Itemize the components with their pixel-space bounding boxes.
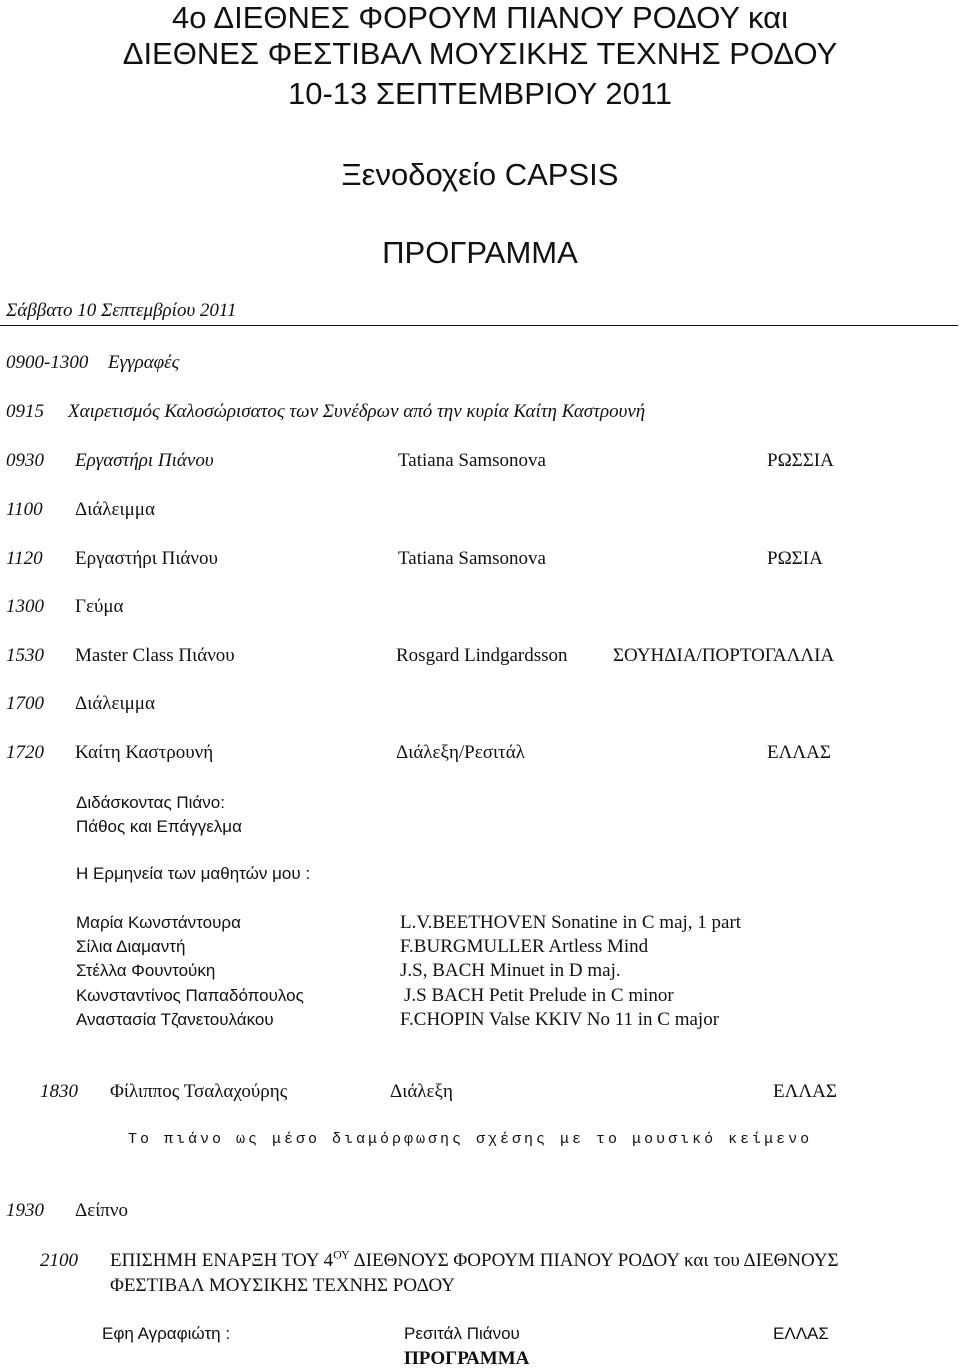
- schedule-person: Tatiana Samsonova: [398, 450, 546, 471]
- schedule-person: Rosgard Lindgardsson: [396, 645, 568, 666]
- program-label: ΠΡΟΓΡΑΜΜΑ: [404, 1348, 530, 1369]
- schedule-time: 2100: [40, 1250, 78, 1271]
- opening-sup: ΟΥ: [333, 1247, 350, 1262]
- schedule-title: Χαιρετισμός Καλοσώρισατος των Συνέδρων από την κυρία Καίτη Καστρουνή: [68, 401, 646, 422]
- header-title-line1: 4ο ΔΙΕΘΝΕΣ ΦΟΡΟΥΜ ΠΙΑΝΟΥ ΡΟΔΟΥ και: [172, 0, 788, 35]
- schedule-time: 0930: [6, 450, 44, 471]
- student-piece: F.CHOPIN Valse KKIV No 11 in C major: [400, 1009, 720, 1030]
- students-heading: Η Ερμηνεία των μαθητών μου :: [76, 864, 311, 883]
- student-name: Κωνσταντίνος Παπαδόπουλος: [76, 986, 304, 1005]
- student-name: Σίλια Διαμαντή: [76, 937, 186, 956]
- schedule-time: 1120: [6, 548, 43, 569]
- opening-text-b: ΔΙΕΘΝΟΥΣ ΦΟΡΟΥΜ ΠΙΑΝΟΥ ΡΟΔΟΥ και του ΔΙΕΘΝΟΥΣ: [349, 1250, 839, 1271]
- schedule-person: Διάλεξη: [390, 1081, 453, 1102]
- student-piece: L.V.BEETHOVEN Sonatine in C maj, 1 part: [400, 912, 742, 933]
- schedule-time: 1720: [6, 742, 44, 763]
- schedule-country: ΕΛΛΑΣ: [773, 1081, 837, 1102]
- student-name: Μαρία Κωνστάντουρα: [76, 913, 241, 932]
- lecture-subtitle: Το πιάνο ως μέσο διαμόρφωσης σχέσης με το μουσικό κείμενο: [128, 1131, 813, 1148]
- header-program: ΠΡΟΓΡΑΜΜΑ: [382, 235, 578, 270]
- schedule-title: Φίλιππος Τσαλαχούρης: [110, 1081, 288, 1102]
- schedule-title: Εγγραφές: [108, 352, 180, 373]
- schedule-title: Γεύμα: [75, 596, 124, 617]
- opening-text-a: ΕΠΙΣΗΜΗ ΕΝΑΡΞΗ ΤΟΥ 4: [110, 1250, 334, 1271]
- header-hotel: Ξενοδοχείο CAPSIS: [341, 157, 619, 192]
- student-piece: J.S BACH Petit Prelude in C minor: [404, 985, 674, 1006]
- day-heading: Σάββατο 10 Σεπτεμβρίου 2011: [6, 300, 237, 321]
- schedule-time: 1100: [6, 499, 43, 520]
- opening-line2: ΦΕΣΤΙΒΑΛ ΜΟΥΣΙΚΗΣ ΤΕΧΝΗΣ ΡΟΔΟΥ: [110, 1275, 455, 1296]
- schedule-time: 1830: [40, 1081, 78, 1102]
- schedule-person: Tatiana Samsonova: [398, 548, 546, 569]
- opening-line1: [110, 1247, 839, 1272]
- schedule-time: 1700: [6, 693, 44, 714]
- schedule-country: ΡΩΣΣΙΑ: [767, 450, 834, 471]
- schedule-time: 1300: [6, 596, 44, 617]
- schedule-time: 0915: [6, 401, 44, 422]
- student-piece: F.BURGMULLER Artless Mind: [400, 936, 649, 957]
- schedule-title: Διάλειμμα: [75, 499, 155, 520]
- schedule-time: 1930: [6, 1200, 44, 1221]
- schedule-title: Εργαστήρι Πιάνου: [75, 450, 214, 471]
- schedule-person: Διάλεξη/Ρεσιτάλ: [396, 742, 525, 763]
- schedule-time: 1530: [6, 645, 44, 666]
- performer-type: Ρεσιτάλ Πιάνου: [404, 1324, 520, 1343]
- student-name: Στέλλα Φουντούκη: [76, 961, 216, 980]
- lecture-title-line1: Διδάσκοντας Πιάνο:: [76, 793, 225, 812]
- performer-name: Εφη Αγραφιώτη :: [102, 1324, 231, 1343]
- schedule-title: Master Class Πιάνου: [75, 645, 235, 666]
- student-name: Αναστασία Τζανετουλάκου: [76, 1010, 274, 1029]
- schedule-country: ΕΛΛΑΣ: [767, 742, 831, 763]
- performer-country: ΕΛΛΑΣ: [773, 1324, 829, 1343]
- schedule-title: Διάλειμμα: [75, 693, 155, 714]
- schedule-title: Εργαστήρι Πιάνου: [75, 548, 218, 569]
- schedule-title: Δείπνο: [75, 1200, 128, 1221]
- schedule-time: 0900-1300: [6, 352, 89, 373]
- day-divider: [0, 325, 958, 326]
- header-dates: 10-13 ΣΕΠΤΕΜΒΡΙΟΥ 2011: [287, 76, 673, 111]
- lecture-title-line2: Πάθος και Επάγγελμα: [76, 817, 242, 836]
- header-title-line2: ΔΙΕΘΝΕΣ ΦΕΣΤΙΒΑΛ ΜΟΥΣΙΚΗΣ ΤΕΧΝΗΣ ΡΟΔΟΥ: [122, 36, 838, 71]
- schedule-country: ΡΩΣΙΑ: [767, 548, 823, 569]
- schedule-country: ΣΟΥΗΔΙΑ/ΠΟΡΤΟΓΑΛΛΙΑ: [613, 645, 835, 666]
- schedule-title: Καίτη Καστρουνή: [75, 742, 214, 763]
- student-piece: J.S, BACH Minuet in D maj.: [400, 960, 621, 981]
